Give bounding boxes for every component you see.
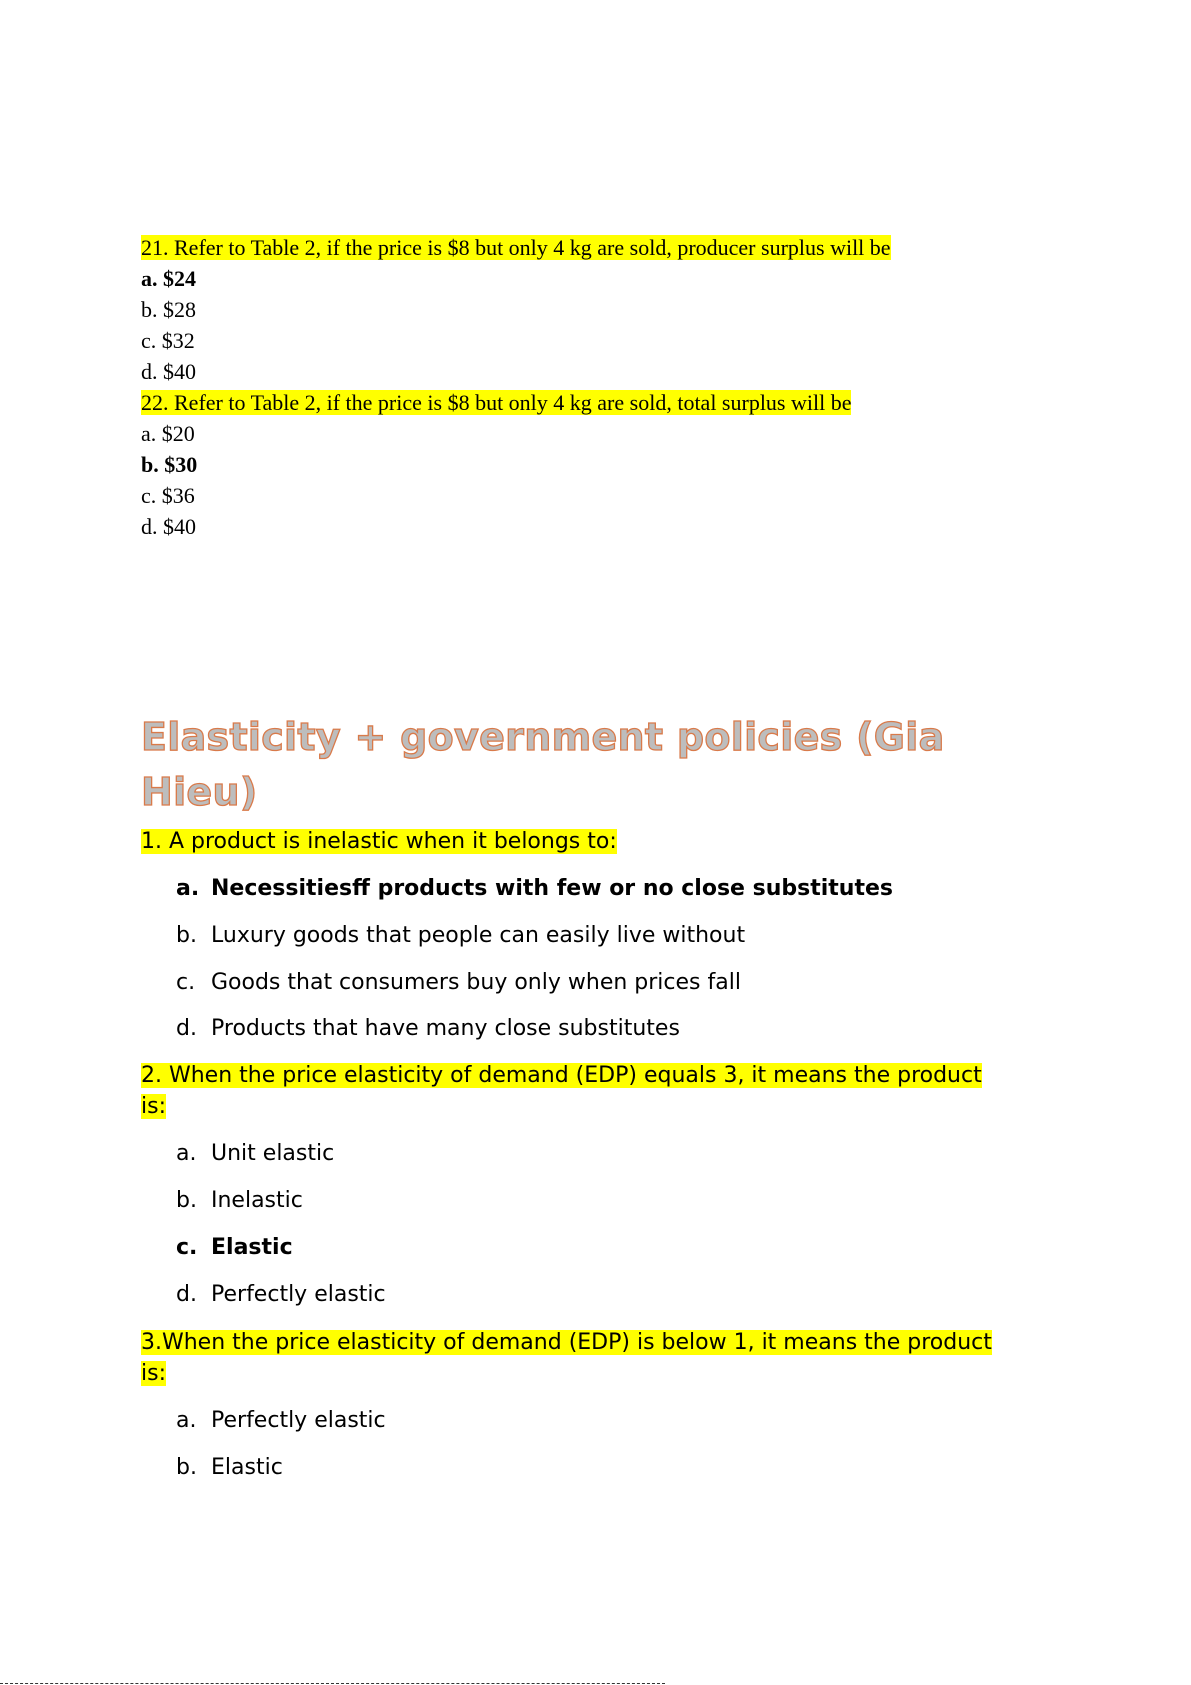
q22-option-a: a. $20 (141, 421, 195, 446)
question-3-text-line-2: is: (141, 1361, 166, 1386)
question-1-text: 1. A product is inelastic when it belongs to: (141, 829, 617, 854)
q3-option-a (176, 1405, 386, 1436)
q22-option-d: d. $40 (141, 514, 196, 539)
q21-option-a: a. $24 (141, 266, 196, 291)
q1-option-a (176, 873, 893, 904)
q1-option-c-text: Goods that consumers buy only when prices fall (211, 970, 741, 995)
q3-option-a-text: Perfectly elastic (211, 1408, 386, 1433)
q2-option-d (176, 1279, 386, 1310)
q21-option-b: b. $28 (141, 297, 196, 322)
q3-option-b-text: Elastic (211, 1455, 283, 1480)
question-1 (141, 826, 1061, 857)
q2-option-a (176, 1138, 334, 1169)
q22-option-c: c. $36 (141, 483, 195, 508)
question-2-text-line-2: is: (141, 1094, 166, 1119)
question-2-text-line-1: 2. When the price elasticity of demand (EDP) equals 3, it means the product (141, 1063, 982, 1088)
q1-option-b (176, 920, 745, 951)
q2-option-c (176, 1232, 293, 1263)
question-21-text: 21. Refer to Table 2, if the price is $8 but only 4 kg are sold, producer surplus will be (141, 235, 891, 260)
q2-option-c-text: Elastic (211, 1235, 293, 1260)
q2-option-b (176, 1185, 303, 1216)
q3-option-b-letter: b. (176, 1455, 197, 1480)
section-heading-line-2: Hieu) (141, 770, 258, 814)
q21-option-d: d. $40 (141, 359, 196, 384)
q3-option-b (176, 1452, 283, 1483)
q2-option-b-letter: b. (176, 1188, 197, 1213)
q22-option-b: b. $30 (141, 452, 198, 477)
q2-option-d-letter: d. (176, 1282, 197, 1307)
q1-option-a-text: Necessitiesff products with few or no close substitutes (211, 876, 893, 901)
footer-divider (0, 1683, 665, 1684)
q1-option-d-letter: d. (176, 1016, 197, 1041)
question-3-text-line-1: 3.When the price elasticity of demand (EDP) is below 1, it means the product (141, 1330, 992, 1355)
q21-option-c: c. $32 (141, 328, 195, 353)
section-heading (141, 710, 1091, 820)
question-3 (141, 1327, 1061, 1389)
question-22-text: 22. Refer to Table 2, if the price is $8 but only 4 kg are sold, total surplus will be (141, 390, 852, 415)
q2-option-d-text: Perfectly elastic (211, 1282, 386, 1307)
q1-option-d-text: Products that have many close substitutes (211, 1016, 680, 1041)
serif-question-block (141, 232, 1091, 542)
q2-option-c-letter: c. (176, 1235, 198, 1260)
q1-option-b-letter: b. (176, 923, 197, 948)
q2-option-b-text: Inelastic (211, 1188, 303, 1213)
q1-option-d (176, 1013, 680, 1044)
q1-option-c-letter: c. (176, 970, 196, 995)
q1-option-c (176, 967, 741, 998)
q2-option-a-text: Unit elastic (211, 1141, 335, 1166)
question-21 (141, 232, 1091, 263)
section-heading-line-1: Elasticity + government policies (Gia (141, 715, 945, 759)
question-22 (141, 387, 1091, 418)
question-2 (141, 1060, 1061, 1122)
q2-option-a-letter: a. (176, 1141, 197, 1166)
q3-option-a-letter: a. (176, 1408, 197, 1433)
q1-option-a-letter: a. (176, 876, 200, 901)
q1-option-b-text: Luxury goods that people can easily live without (211, 923, 746, 948)
